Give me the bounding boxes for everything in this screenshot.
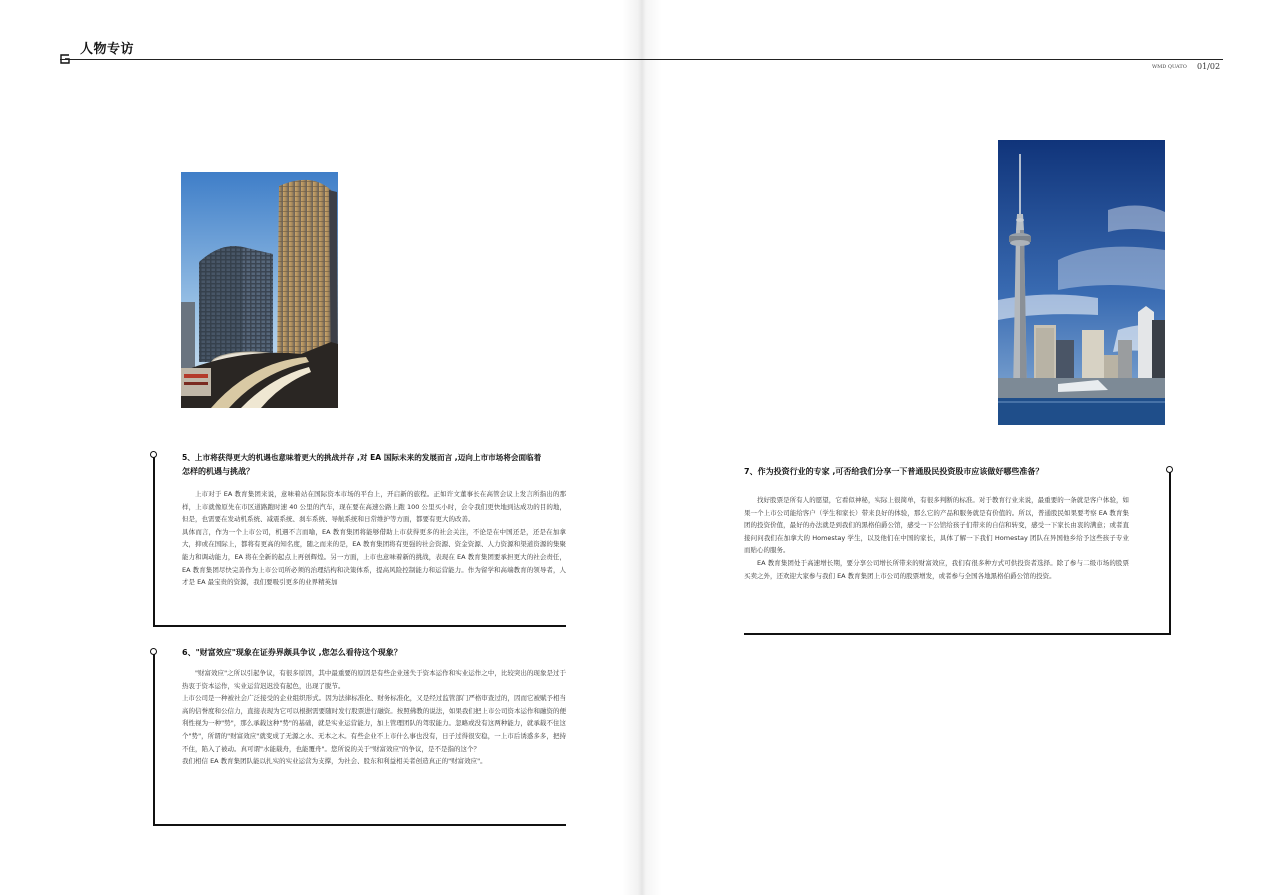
right-page [640, 0, 1280, 895]
q5-question-line2: 怎样的机遇与挑战？ [182, 467, 254, 476]
header-rule [60, 59, 1223, 60]
q7-paragraph: 找好股票是所有人的愿望，它看似神秘，实际上很简单，有很多判断的标准。对于教育行业来说，最重要的一条就是客户体验，如果一个上市公司能给客户（学生和家长）带来良好的体验，那么它的产品和服务就是有价值的。所以，普通股民如果要考察 EA 教育集团的投资价值，最好的办法就是到我们的黑格伯爵公馆，感受一下公馆给孩子们带来的自信和转变，感受一下家长由衷的满意；或者直接问问我们在加拿大的 Homestay 学生，以及他们在中国的家长，具体了解一下我们 Homestay 团队在异国他乡给予这些孩子专业而贴心的服务。 [744, 496, 1129, 555]
q5-answer [182, 488, 566, 618]
q6-paragraph: "财富效应"之所以引起争议，有很多原因，其中最重要的原因是有些企业迷失于资本运作和实业运作之中，比较突出的现象是过于热衷于资本运作，实业运营迟迟没有起色，出现了脱节。 [182, 669, 566, 690]
q7-answer [744, 494, 1129, 619]
q7-paragraph: EA 教育集团处于高速增长期，要分享公司增长所带来的财富效应，我们有很多种方式可供投资者选择。除了参与二级市场的股票买卖之外，还欢迎大家参与我们 EA 教育集团上市公司的股票增发，或者参与全国各地黑格伯爵公馆的投资。 [744, 558, 1129, 580]
q6-question: 6、"财富效应"现象在证券界颇具争议 ,您怎么看待这个现象？ [182, 648, 402, 657]
q5-question [182, 451, 567, 479]
q5-paragraph: 上市对于 EA 教育集团来说，意味着站在国际资本市场的平台上，开启新的旅程。正如许文董事长在高管会议上发言所指出的那样，上市就像原先在市区道路跑时速 40 公里的汽车，现在要在高速公路上跑 100 公里买小时，会令我们更快地到达成功的目的地，但是，也需要在发动机系统、减震系统、刹车系统、导航系统和日常维护等方面，都要有更大的改善。 [182, 490, 566, 524]
page-number: 01/02 [1197, 62, 1221, 71]
q5-paragraph: 具体而言，作为一个上市公司，机遇不言而喻，EA 教育集团将能够借助上市获得更多的社会关注，不论是在中国还是，还是在加拿大，抑或在国际上，都将有更高的知名度，随之而来的是，EA 教育集团将有更强的社会资源、资金资源、人力资源和渠道资源的集聚能力和调动能力，EA 将在全新的起点上再创辉煌。另一方面，上市也意味着新的挑战，表现在 EA 教育集团要承担更大的社会责任，EA 教育集团尽快完善作为上市公司所必须的治理结构和决策体系，提高风险控制能力和运营能力。作为留学和高端教育的领导者，人才是 EA 最宝贵的资源，我们要吸引更多的业界精英加 [182, 527, 566, 587]
q5-bracket-dot [150, 451, 157, 458]
q7-question: 7、作为投资行业的专家 ,可否给我们分享一下普通股民投资股市应该做好哪些准备？ [744, 467, 1044, 476]
section-title: 人物专访 [80, 42, 135, 57]
magazine-mini-label: WMD QUATO [1152, 64, 1187, 70]
q6-paragraph: 我们相信 EA 教育集团队能以扎实的实业运营为支撑，为社会、股东和利益相关者创造真正的"财富效应"。 [182, 757, 487, 766]
q5-question-line1: 5、上市将获得更大的机遇也意味着更大的挑战并存 ,对 EA 国际未来的发展而言 ,迈向上市市场将会面临着 [182, 453, 542, 462]
q6-answer [182, 667, 566, 807]
q6-bracket-dot [150, 648, 157, 655]
cn-tower-photo [998, 140, 1165, 425]
q6-paragraph: 上市公司是一种被社会广泛接受的企业组织形式。因为法律标准化、财务标准化，又是经过监管部门严格审查过的，因而它被赋予相当高的信誉度和公信力，直接表现为它可以根据需要随时发行股票进行融资。按照佛教的说法，如果我们把上市公司资本运作和融资的便利性视为一种"势"，那么承载这种"势"的基础，就是实业运营能力，加上管理团队的驾驭能力。忽略或没有这两种能力，就承载不住这个"势"，所谓的"财富效应"就变成了无源之水、无本之木。有些企业不上市什么事也没有，日子过得很安稳，一上市后诱惑多多，把持不住，陷入了被动。真可谓"水能载舟，也能覆舟"。您所说的关于"财富效应"的争议，是不是指的这个？ [182, 694, 566, 753]
q7-bracket-dot [1166, 466, 1173, 473]
city-hall-photo [181, 172, 338, 408]
book-spine-shadow [622, 0, 662, 895]
